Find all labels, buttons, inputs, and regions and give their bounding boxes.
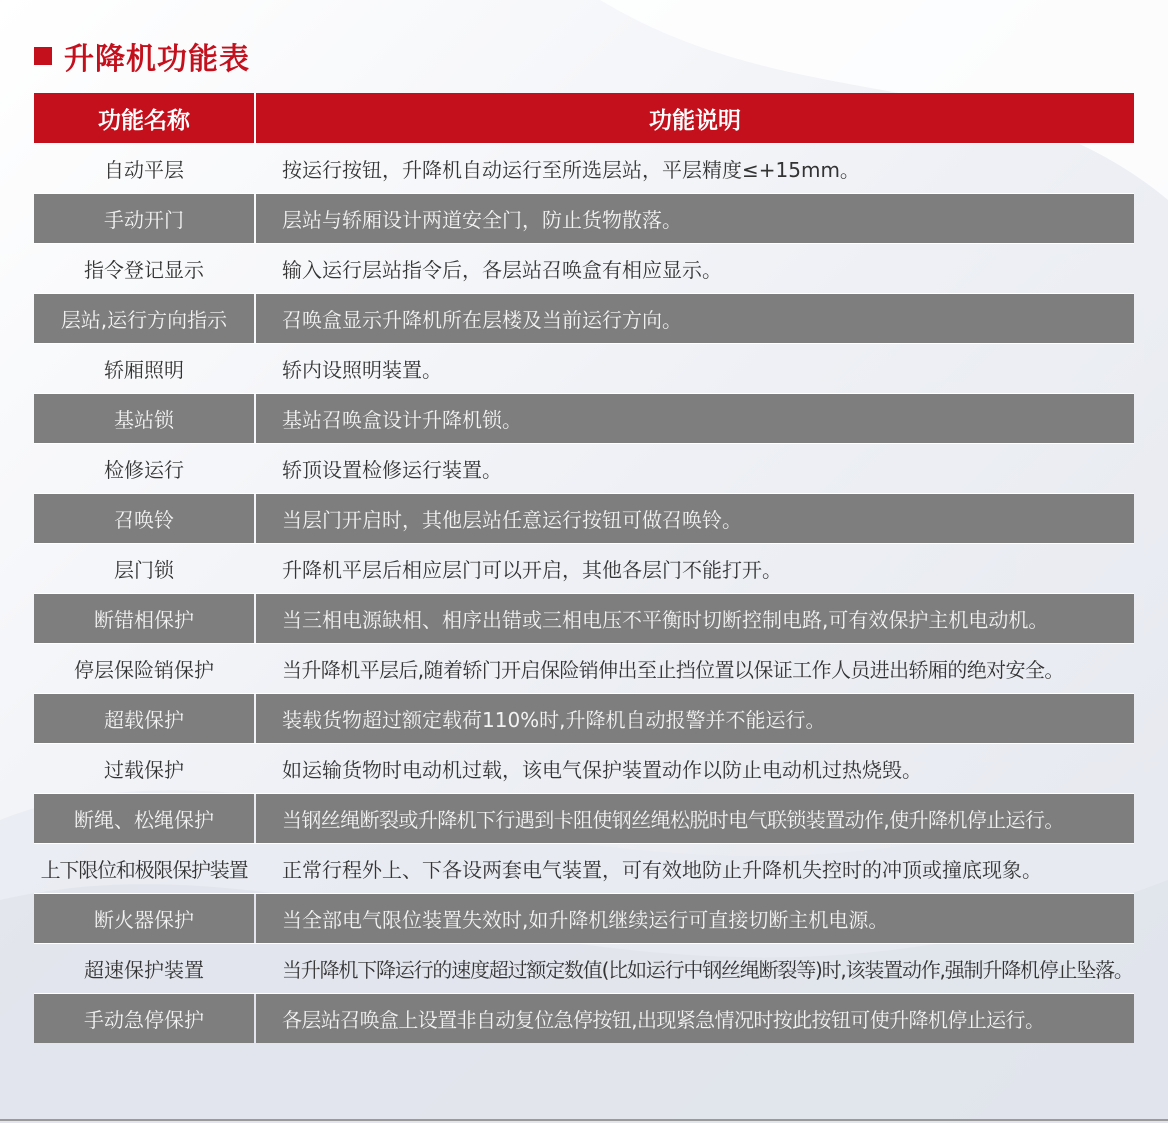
- row-name: 指令登记显示: [84, 258, 204, 282]
- row-name: 检修运行: [104, 458, 184, 482]
- row-desc: 如运输货物时电动机过载，该电气保护装置动作以防止电动机过热烧毁。: [282, 758, 922, 782]
- table-row: [34, 743, 1134, 793]
- row-desc: 装载货物超过额定载荷110%时,升降机自动报警并不能运行。: [256, 694, 1134, 743]
- row-name: 断火器保护: [34, 894, 254, 943]
- row-desc: 升降机平层后相应层门可以开启，其他各层门不能打开。: [282, 558, 782, 582]
- table-row: [34, 593, 1134, 643]
- table-row: [34, 843, 1134, 893]
- table-row: [34, 243, 1134, 293]
- row-desc: 轿内设照明装置。: [282, 358, 442, 382]
- table-header: [34, 93, 1134, 143]
- row-desc: 当升降机平层后,随着轿门开启保险销伸出至止挡位置以保证工作人员进出轿厢的绝对安全。: [282, 658, 1064, 682]
- header-name: 功能名称: [34, 93, 254, 143]
- row-desc: 当升降机下降运行的速度超过额定数值(比如运行中钢丝绳断裂等)时,该装置动作,强制升降机停止坠落。: [282, 958, 1133, 982]
- table-row: [34, 943, 1134, 993]
- row-name: 自动平层: [104, 158, 184, 182]
- row-desc: 当层门开启时，其他层站任意运行按钮可做召唤铃。: [256, 494, 1134, 543]
- row-desc: 召唤盒显示升降机所在层楼及当前运行方向。: [256, 294, 1134, 343]
- row-name: 停层保险销保护: [74, 658, 214, 682]
- row-name: 上下限位和极限保护装置: [40, 858, 248, 882]
- table-row: [34, 693, 1134, 743]
- header-desc: 功能说明: [256, 93, 1134, 143]
- page-title: 升降机功能表: [64, 42, 250, 77]
- row-name: 超速保护装置: [84, 958, 204, 982]
- row-desc: 层站与轿厢设计两道安全门，防止货物散落。: [256, 194, 1134, 243]
- row-name: 断绳、松绳保护: [34, 794, 254, 843]
- table-row: [34, 143, 1134, 193]
- row-desc: 当全部电气限位装置失效时,如升降机继续运行可直接切断主机电源。: [256, 894, 1134, 943]
- row-name: 过载保护: [104, 758, 184, 782]
- row-desc: 当三相电源缺相、相序出错或三相电压不平衡时切断控制电路,可有效保护主机电动机。: [256, 594, 1134, 643]
- row-desc: 输入运行层站指令后，各层站召唤盒有相应显示。: [282, 258, 722, 282]
- function-table: [34, 93, 1134, 1043]
- table-row: [34, 793, 1134, 843]
- row-name: 层门锁: [114, 558, 174, 582]
- row-desc: 当钢丝绳断裂或升降机下行遇到卡阻使钢丝绳松脱时电气联锁装置动作,使升降机停止运行。: [256, 794, 1134, 843]
- table-row: [34, 643, 1134, 693]
- row-desc: 轿顶设置检修运行装置。: [282, 458, 502, 482]
- row-desc: 各层站召唤盒上设置非自动复位急停按钮,出现紧急情况时按此按钮可使升降机停止运行。: [256, 994, 1134, 1043]
- row-name: 召唤铃: [34, 494, 254, 543]
- row-name: 层站,运行方向指示: [34, 294, 254, 343]
- table-row: [34, 543, 1134, 593]
- table-row: [34, 343, 1134, 393]
- table-row: [34, 193, 1134, 243]
- table-row: [34, 443, 1134, 493]
- row-desc: 基站召唤盒设计升降机锁。: [256, 394, 1134, 443]
- row-name: 手动开门: [34, 194, 254, 243]
- table-row: [34, 293, 1134, 343]
- row-name: 断错相保护: [34, 594, 254, 643]
- section-title: [34, 36, 250, 76]
- title-square-icon: [34, 47, 52, 65]
- row-name: 轿厢照明: [104, 358, 184, 382]
- row-desc: 按运行按钮，升降机自动运行至所选层站，平层精度≤+15mm。: [282, 158, 860, 182]
- table-row: [34, 493, 1134, 543]
- table-row: [34, 393, 1134, 443]
- row-name: 超载保护: [34, 694, 254, 743]
- table-row: [34, 893, 1134, 943]
- table-row: [34, 993, 1134, 1043]
- row-name: 基站锁: [34, 394, 254, 443]
- row-desc: 正常行程外上、下各设两套电气装置，可有效地防止升降机失控时的冲顶或撞底现象。: [282, 858, 1042, 882]
- row-name: 手动急停保护: [34, 994, 254, 1043]
